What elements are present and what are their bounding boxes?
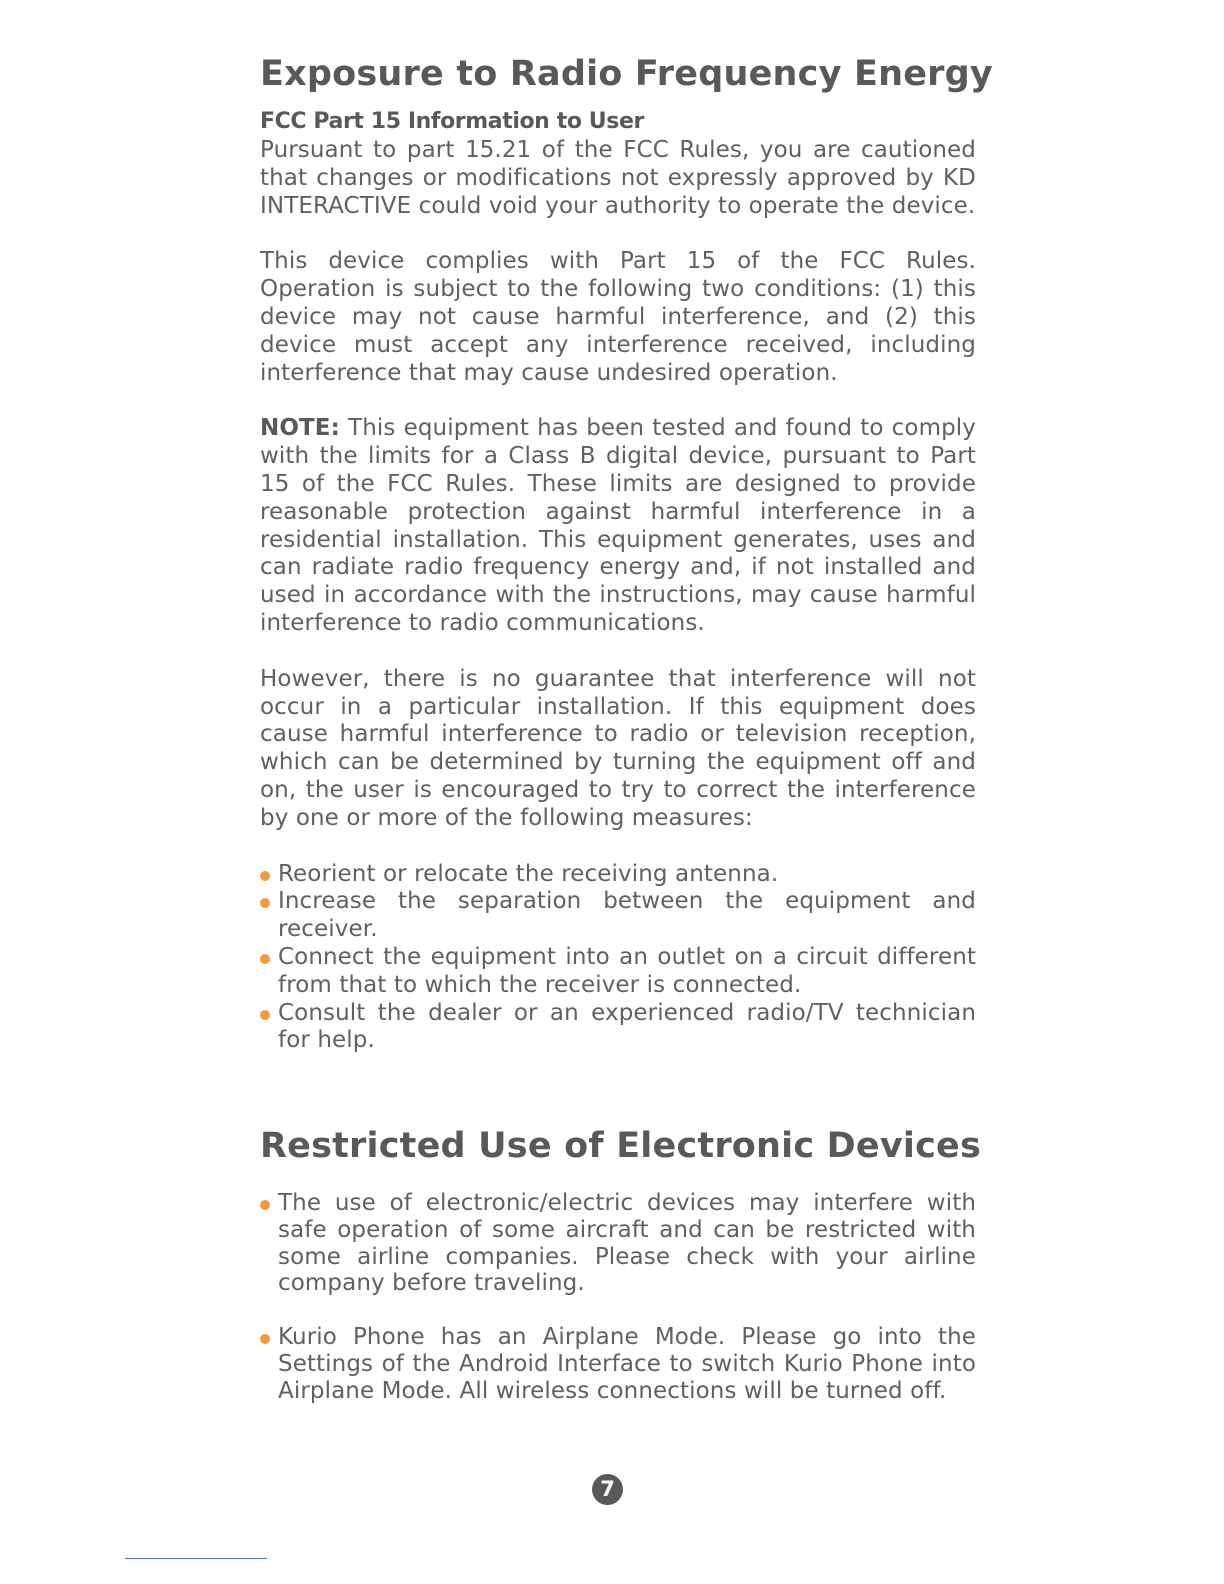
bullet-dot-icon <box>260 871 270 881</box>
list-item: Reorient or relocate the receiving antenna. <box>260 861 976 889</box>
section-rf-exposure <box>260 52 993 1055</box>
list-item: Kurio Phone has an Airplane Mode. Please go into the Settings of the Android Interface to switch Kurio Phone into Airplane Mode. All wireless connections will be turned off. <box>260 1324 976 1404</box>
paragraph-modifications: Pursuant to part 15.21 of the FCC Rules, you are cautioned that changes or modifications not expressly approved by KD INTERACTIVE could void your authority to operate the device. <box>260 137 976 219</box>
measures-list <box>260 861 976 1056</box>
note-text: This equipment has been tested and found to comply with the limits for a Class B digital device, pursuant to Part 15 of the FCC Rules. These limits are designed to provide reasonable protection against harmful interference in a residential installation. This equipment generates, uses and can radiate radio frequency energy and, if not installed and used in accordance with the instructions, may cause harmful interference to radio communications. <box>260 415 976 636</box>
bullet-dot-icon <box>260 898 270 908</box>
footer-rule <box>125 1558 267 1559</box>
bullet-dot-icon <box>260 1010 270 1020</box>
restricted-use-list <box>260 1190 976 1405</box>
paragraph-no-guarantee: However, there is no guarantee that interference will not occur in a particular installation. If this equipment does cause harmful interference to radio or television reception, which can be determined by turning the equipment off and on, the user is encouraged to try to correct the interference by one or more of the following measures: <box>260 665 976 831</box>
bullet-dot-icon <box>260 1334 270 1344</box>
bullet-dot-icon <box>260 954 270 964</box>
paragraph-compliance: This device complies with Part 15 of the FCC Rules. Operation is subject to the following two conditions: (1) this device may not cause harmful interference, and (2) this device must accept any interference received, including interference that may cause undesired operation. <box>260 248 976 386</box>
page-number-badge: 7 <box>592 1474 623 1505</box>
note-label: NOTE: <box>260 415 340 442</box>
paragraph-note <box>260 415 976 637</box>
list-item: Consult the dealer or an experienced radio/TV technician for help. <box>260 1000 976 1056</box>
bullet-dot-icon <box>260 1200 270 1210</box>
section-title-restricted-use: Restricted Use of Electronic Devices <box>260 1126 981 1166</box>
list-item: Increase the separation between the equipment and receiver. <box>260 888 976 944</box>
list-item: Connect the equipment into an outlet on a circuit different from that to which the receiver is connected. <box>260 944 976 1000</box>
section-title-rf-exposure: Exposure to Radio Frequency Energy <box>260 54 993 94</box>
fcc-part15-subtitle: FCC Part 15 Information to User <box>260 109 644 134</box>
section-restricted-use <box>260 1124 981 1405</box>
list-item: The use of electronic/electric devices may interfere with safe operation of some aircraft and can be restricted with some airline companies. Please check with your airline company before traveling. <box>260 1190 976 1297</box>
